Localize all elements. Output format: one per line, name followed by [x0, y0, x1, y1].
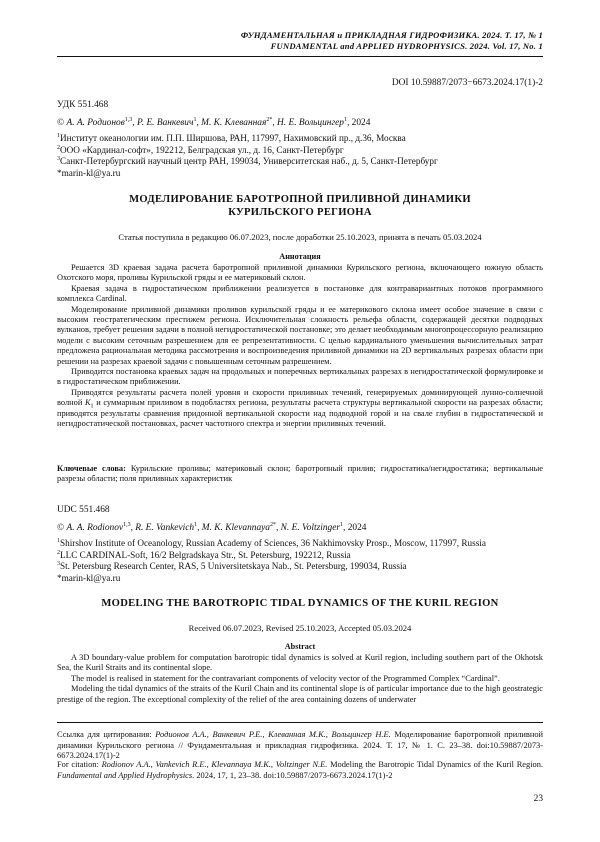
authors-ru: © А. А. Родионов$^{1,3}$, Р. Е. Ванкевич$^1$, М. К. Клеванная$^{2*}$, Н. Е. Вольцингер$^1$, 2024	[57, 116, 371, 128]
abstract-paragraph: Решается 3D краевая задача расчета баротропной приливной динамики Курильского региона, включающего южную область Охотского моря, проливы Курильской гряды и ее материковый склон.	[57, 263, 543, 283]
journal-header-ru: ФУНДАМЕНТАЛЬНАЯ и ПРИКЛАДНАЯ ГИДРОФИЗИКА. 2024. Т. 17, № 1	[240, 30, 543, 40]
footnote-rule	[57, 722, 543, 723]
citation-ru: Ссылка для цитирования: Родионов А.А., Ванкевич Р.Е., Клеванная М.К., Вольцингер Н.Е. Моделирование баротропной приливной динамики Курильского региона // Фундаментальная и прикладная гидрофизика. 2024. Т. 17, № 1. С. 23–38. doi:10.59887/2073-6673.2024.17(1)-2	[57, 730, 543, 761]
paper-title-en: MODELING THE BAROTROPIC TIDAL DYNAMICS OF THE KURIL REGION	[101, 598, 499, 609]
author: A. A. Rodionov	[66, 523, 124, 533]
abstract-en	[57, 653, 543, 705]
abstract-paragraph: Modeling the tidal dynamics of the straits of the Kuril Chain and its continental slope is of particular importance due to the high geostrategic prestige of the region. The exceptional complexity of the relief of the area containing dozens of underwater	[57, 684, 543, 704]
author: Н. Е. Вольцингер	[277, 118, 344, 128]
abstract-ru	[57, 263, 543, 430]
affiliation: $^2$LLC CARDINAL-Soft, 16/2 Belgradskaya Str., St. Petersburg, 192212, Russia	[57, 549, 351, 560]
journal-header	[241, 30, 543, 52]
affiliations-en	[57, 538, 486, 584]
affiliation: $^3$Санкт-Петербургский научный центр РАН, 199034, Университетская наб., д. 5, Санкт-Петербург	[57, 156, 438, 167]
abstract-paragraph: Краевая задача в гидростатическом приближении реализуется в постановке для контравариантных потоков программного комплекса Cardinal.	[57, 283, 543, 304]
author: R. E. Vankevich	[135, 523, 195, 533]
doi: DOI 10.59887/2073−6673.2024.17(1)-2	[391, 78, 543, 88]
authors-en: © A. A. Rodionov$^{1,3}$, R. E. Vankevich$^1$, M. K. Klevannaya$^{2*}$, N. E. Voltzinger$^1$, 2024	[57, 521, 367, 533]
author: N. E. Voltzinger	[280, 523, 341, 533]
author: М. К. Клеванная	[201, 118, 267, 128]
author: А. А. Родионов	[66, 118, 125, 128]
affiliation: $^2$ООО «Кардинал-софт», 192212, Белградская ул., д. 16, Санкт-Петербург	[57, 144, 344, 155]
paper-title-ru: МОДЕЛИРОВАНИЕ БАРОТРОПНОЙ ПРИЛИВНОЙ ДИНАМИКИ КУРИЛЬСКОГО РЕГИОНА	[129, 194, 471, 218]
email: *marin-kl@ya.ru	[57, 167, 121, 178]
affiliation: $^1$Shirshov Institute of Oceanology, Russian Academy of Sciences, 36 Nakhimovsky Prosp., Moscow, 117997, Russia	[57, 537, 486, 548]
header-rule	[57, 56, 543, 57]
journal-header-en: FUNDAMENTAL and APPLIED HYDROPHYSICS. 2024. Vol. 17, No. 1	[270, 41, 543, 51]
paper-page	[57, 0, 543, 842]
affiliation: $^1$Институт океанологии им. П.П. Ширшова, РАН, 117997, Нахимовский пр., д.36, Москва	[57, 132, 406, 143]
abstract-paragraph: Приводится постановка краевых задач на продольных и поперечных вертикальных разрезах в негидростатической формулировке и в гидростатическом приближении.	[57, 367, 543, 387]
abstract-paragraph: Приводятся результаты расчета полей уровня и скорости приливных течений, генерируемых доминирующей лунно-солнечной волной $K_1$ и суммарным приливом в подобластях региона, результаты расчета структуры вертикальной скорости на разрезах области; приводятся результаты сравнения придонной вертикальной скорости над подводной горой и на свале глубин в гидростатической и негидростатической постановках, расчет частотного спектра и энергии приливных течений.	[57, 387, 543, 429]
author: Р. Е. Ванкевич	[136, 118, 194, 128]
abstract-paragraph: Моделирование приливной динамики проливов курильской гряды и ее материкового склона имеет особое значение в связи с высоким геостратегическим престижем региона. Исключительная сложность рельефа области, содержащей десятки подводных вулканов, требует решения задачи в полной негидростатической постановке; это делает необходимым многопроцессорную реализацию модели с высоким сеточным разрешением для ее репрезентативности. С целью кардинального уменьшения вычислительных затрат предложена рациональная методика рассмотрения и воспроизведения приливной динамики на 2D вертикальных разрезах области при решении на разрезах краевой задачи с повышенным сеточным разрешением.	[57, 304, 543, 366]
keywords-ru: Ключевые слова: Курильские проливы; материковый склон; баротропный прилив; гидростатика/негидростатика; вертикальные разрезы области; поля приливных характеристик	[57, 464, 543, 484]
udc-ru: УДК 551.468	[57, 100, 109, 110]
affiliation: $^3$St. Petersburg Research Center, RAS, 5 Universitetskaya Nab., St. Petersburg, 199034, Russia	[57, 561, 407, 572]
abstract-paragraph: The model is realised in statement for the contravariant components of velocity vector of the Programmed Complex “Cardinal”.	[71, 673, 500, 683]
received-dates-ru: Статья поступила в редакцию 06.07.2023, после доработки 25.10.2023, принята в печать 05.03.2024	[118, 232, 482, 242]
email: *marin-kl@ya.ru	[57, 572, 121, 583]
page-number: 23	[533, 794, 543, 804]
affiliations-ru	[57, 133, 438, 179]
received-dates-en: Received 06.07.2023, Revised 25.10.2023, Accepted 05.03.2024	[188, 623, 412, 633]
abstract-paragraph: A 3D boundary-value problem for computation barotropic tidal dynamics is solved at Kuril region, including southern part of the Okhotsk Sea, the Kuril Straits and its continental slope.	[57, 653, 543, 673]
abstract-heading-ru: Аннотация	[279, 252, 321, 261]
citation-en: For citation: Rodionov A.A., Vankevich R.E., Klevannaya M.K., Voltzinger N.E. Modeling the Barotropic Tidal Dynamics of the Kuril Region. Fundamental and Applied Hydrophysics. 2024, 17, 1, 23–38. doi:10.59887/2073-6673.2024.17(1)-2	[57, 760, 543, 780]
abstract-heading-en: Abstract	[284, 642, 316, 651]
author: M. K. Klevannaya	[201, 523, 270, 533]
udc-en: UDC 551.468	[57, 505, 110, 515]
